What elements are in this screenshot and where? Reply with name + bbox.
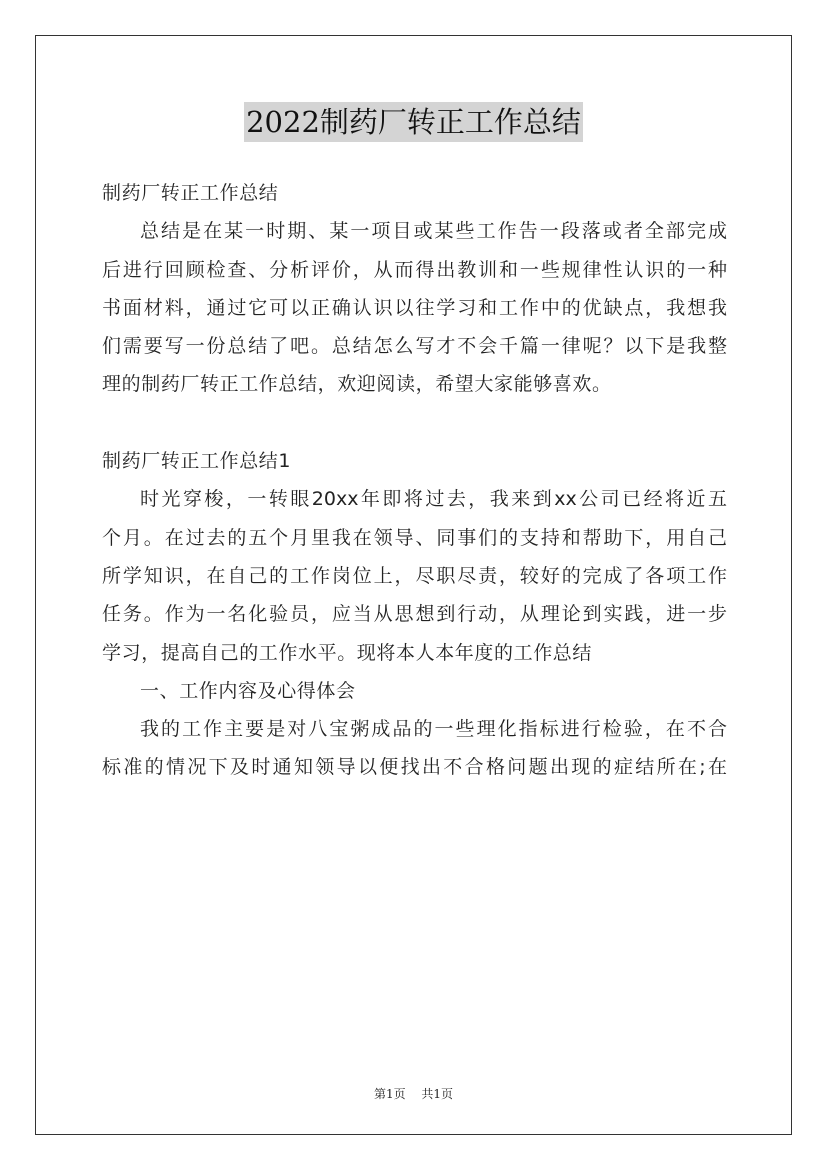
page-footer: [0, 1085, 827, 1102]
document-body: [102, 174, 727, 787]
document-title: 2022制药厂转正工作总结: [244, 102, 583, 142]
paragraph-line: 时光穿梭，一转眼20xx年即将过去，我来到xx公司已经将近五: [140, 488, 727, 511]
paragraph-line: 后进行回顾检查、分析评价，从而得出教训和一些规律性认识的一种: [102, 258, 727, 281]
blank-line: [102, 404, 727, 442]
paragraph-line: 理的制药厂转正工作总结，欢迎阅读，希望大家能够喜欢。: [102, 373, 612, 396]
paragraph-line: 我的工作主要是对八宝粥成品的一些理化指标进行检验，在不合: [140, 718, 727, 741]
section-heading: 制药厂转正工作总结1: [102, 450, 292, 473]
paragraph-line: 标准的情况下及时通知领导以便找出不合格问题出现的症结所在;在: [102, 756, 727, 779]
paragraph-line: 书面材料，通过它可以正确认识以往学习和工作中的优缺点，我想我: [102, 296, 727, 319]
paragraph-line: 总结是在某一时期、某一项目或某些工作告一段落或者全部完成: [140, 220, 727, 243]
paragraph-line: 个月。在过去的五个月里我在领导、同事们的支持和帮助下，用自己: [102, 526, 727, 549]
subsection-heading: 一、工作内容及心得体会: [140, 679, 356, 702]
title-container: [0, 102, 827, 142]
paragraph-line: 所学知识，在自己的工作岗位上，尽职尽责，较好的完成了各项工作: [102, 564, 727, 587]
paragraph-line: 任务。作为一名化验员，应当从思想到行动，从理论到实践，进一步: [102, 603, 727, 626]
section-heading: 制药厂转正工作总结: [102, 182, 279, 204]
paragraph-line: 们需要写一份总结了吧。总结怎么写才不会千篇一律呢？以下是我整: [102, 335, 727, 358]
page-number: 第1页: [373, 1087, 406, 1101]
page-total: 共1页: [421, 1087, 454, 1101]
paragraph-line: 学习，提高自己的工作水平。现将本人本年度的工作总结: [102, 641, 593, 664]
